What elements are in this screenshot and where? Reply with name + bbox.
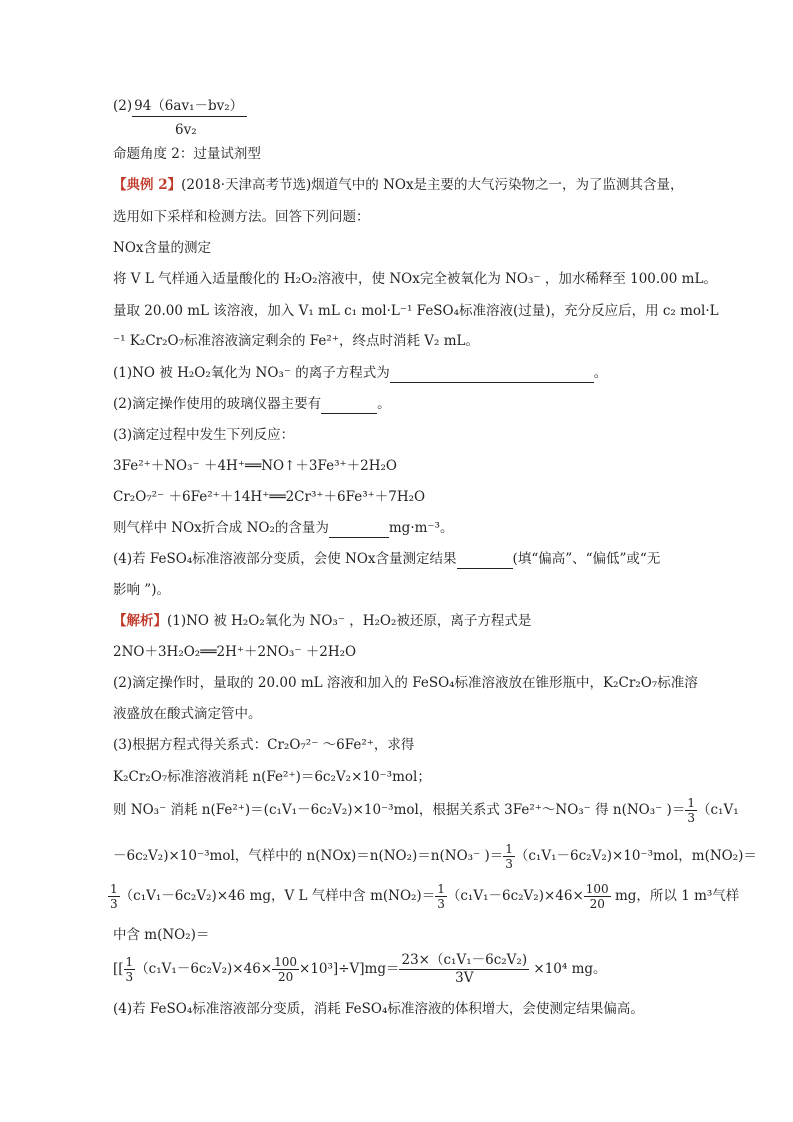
analysis-3-line-3	[113, 796, 739, 825]
question-4	[113, 550, 660, 569]
fraction-hundred-twenty	[272, 955, 299, 984]
example-line-b: 量取 20.00 mL 该溶液，加入 V₁ mL c₁ mol·L⁻¹ FeSO₄标准溶液(过量)，充分反应后，用 c₂ mol·L	[113, 303, 719, 319]
analysis-3-line-3-tail: （c₁V₁	[696, 802, 739, 818]
analysis-4: (4)若 FeSO₄标准溶液部分变质，消耗 FeSO₄标准溶液的体积增大，会使测定结果偏高。	[113, 1001, 644, 1017]
analysis-1-equation: 2NO＋3H₂O₂══2H⁺＋2NO₃⁻ ＋2H₂O	[113, 644, 357, 660]
equation-1: 3Fe²⁺＋NO₃⁻ ＋4H⁺══NO↑＋3Fe³⁺＋2H₂O	[113, 458, 397, 474]
answer-label: (2)	[113, 98, 133, 114]
fraction-numerator: 1	[437, 882, 445, 896]
question-4-options: (填“偏高”、“偏低”或“无	[512, 551, 661, 567]
analysis-3-line-6: 中含 m(NO₂)＝	[113, 927, 210, 943]
analysis-3-line-5	[108, 882, 739, 911]
answer-denominator: 6v₂	[175, 122, 197, 138]
section-title: NOx含量的测定	[113, 240, 211, 256]
question-3b-text: 则气样中 NOx折合成 NO₂的含量为	[113, 520, 329, 536]
analysis-3-line-7-b: （c₁V₁－6c₂V₂)×46×	[135, 961, 273, 977]
analysis-3-line-5-c: mg，所以 1 m³气样	[614, 888, 740, 904]
analysis-3-line-5-a: （c₁V₁－6c₂V₂)×46 mg，V L 气样中含 m(NO₂)＝	[119, 888, 436, 904]
fraction-numerator: 1	[505, 842, 513, 856]
fraction-numerator: 23×（c₁V₁－6c₂V₂)	[401, 952, 528, 968]
analysis-3-line-7-d: ×10⁴ mg。	[533, 961, 607, 977]
fraction-denominator: 20	[589, 897, 605, 911]
analysis-3-line-5-b: （c₁V₁－6c₂V₂)×46×	[446, 888, 584, 904]
question-2-end: 。	[377, 396, 391, 412]
answer-blank-3[interactable]	[329, 519, 389, 538]
question-2-text: (2)滴定操作使用的玻璃仪器主要有	[113, 396, 322, 412]
fraction-one-third	[503, 842, 515, 871]
analysis-1-text: (1)NO 被 H₂O₂氧化为 NO₃⁻ ，H₂O₂被还原，离子方程式是	[167, 613, 532, 629]
fraction-denominator: 3	[110, 897, 118, 911]
equation-2: Cr₂O₇²⁻ ＋6Fe²⁺＋14H⁺══2Cr³⁺＋6Fe³⁺＋7H₂O	[113, 489, 426, 505]
question-3b-unit: mg·m⁻³。	[388, 520, 454, 536]
example-tag: 【典例 2】	[113, 177, 182, 193]
analysis-2-line-2: 液盛放在酸式滴定管中。	[113, 706, 262, 722]
fraction-denominator: 3	[687, 811, 695, 825]
fraction-one-third	[108, 882, 120, 911]
analysis-3-line-4-a: －6c₂V₂)×10⁻³mol，气样中的 n(NOx)＝n(NO₂)＝n(NO₃⁻ )＝	[113, 848, 504, 864]
example-line-c: ⁻¹ K₂Cr₂O₇标准溶液滴定剩余的 Fe²⁺，终点时消耗 V₂ mL。	[113, 333, 479, 349]
fraction-one-third	[124, 955, 136, 984]
example-line-a: 将 V L 气样通入适量酸化的 H₂O₂溶液中，使 NOx完全被氧化为 NO₃⁻ ，加水稀释至 100.00 mL。	[113, 271, 717, 287]
question-1-text: (1)NO 被 H₂O₂氧化为 NO₃⁻ 的离子方程式为	[113, 365, 390, 381]
analysis-1	[113, 612, 531, 630]
question-4-line-2: 影响 ”)。	[113, 582, 170, 598]
angle-title: 命题角度 2：过量试剂型	[113, 146, 261, 162]
answer-blank-2[interactable]	[321, 395, 377, 414]
analysis-3-line-7	[113, 952, 607, 987]
fraction-numerator: 1	[687, 796, 695, 810]
example-intro-2: 选用如下采样和检测方法。回答下列问题：	[113, 209, 370, 225]
analysis-3-line-7-c: ×10³]÷V]mg＝	[299, 961, 400, 977]
fraction-result	[399, 952, 529, 987]
answer-numerator: 94（6av₁－bv₂）	[132, 97, 247, 117]
answer-blank-4[interactable]	[457, 550, 513, 569]
example-intro-1	[113, 176, 684, 194]
previous-answer	[113, 97, 247, 138]
answer-blank-1[interactable]	[390, 364, 594, 383]
fraction-denominator: 20	[277, 970, 294, 984]
fraction-one-third	[435, 882, 447, 911]
question-2	[113, 395, 391, 414]
question-4-text: (4)若 FeSO₄标准溶液部分变质，会使 NOx含量测定结果	[113, 551, 457, 567]
analysis-3-line-7-a: [[	[113, 961, 124, 977]
fraction-numerator: 1	[110, 882, 118, 896]
analysis-3-line-2: K₂Cr₂O₇标准溶液消耗 n(Fe²⁺)＝6c₂V₂×10⁻³mol；	[113, 769, 431, 785]
question-1	[113, 364, 607, 383]
fraction-numerator: 100	[274, 955, 298, 969]
fraction-denominator: 3	[125, 970, 134, 984]
fraction-hundred-twenty	[584, 882, 611, 911]
question-3b	[113, 519, 453, 538]
fraction-denominator: 3	[505, 857, 513, 871]
example-intro-text: (2018·天津高考节选)烟道气中的 NOx是主要的大气污染物之一，为了监测其含量，	[181, 177, 684, 193]
question-1-end: 。	[593, 365, 608, 381]
analysis-2-line-1: (2)滴定操作时，量取的 20.00 mL 溶液和加入的 FeSO₄标准溶液放在锥形瓶中，K₂Cr₂O₇标准溶	[113, 675, 698, 691]
fraction-denominator: 3	[437, 897, 445, 911]
fraction-one-third	[685, 796, 697, 825]
analysis-3-line-3-text: 则 NO₃⁻ 消耗 n(Fe²⁺)＝(c₁V₁－6c₂V₂)×10⁻³mol，根据关系式 3Fe²⁺～NO₃⁻ 得 n(NO₃⁻ )＝	[113, 802, 686, 818]
fraction-numerator: 100	[585, 882, 609, 896]
question-3: (3)滴定过程中发生下列反应：	[113, 427, 295, 443]
analysis-3-line-4-b: （c₁V₁－6c₂V₂)×10⁻³mol，m(NO₂)＝	[514, 848, 757, 864]
analysis-3-line-1: (3)根据方程式得关系式：Cr₂O₇²⁻ ～6Fe²⁺，求得	[113, 737, 415, 753]
fraction-denominator: 3V	[455, 970, 474, 986]
analysis-tag: 【解析】	[113, 613, 167, 629]
analysis-3-line-4	[113, 842, 757, 871]
fraction-numerator: 1	[125, 955, 134, 969]
